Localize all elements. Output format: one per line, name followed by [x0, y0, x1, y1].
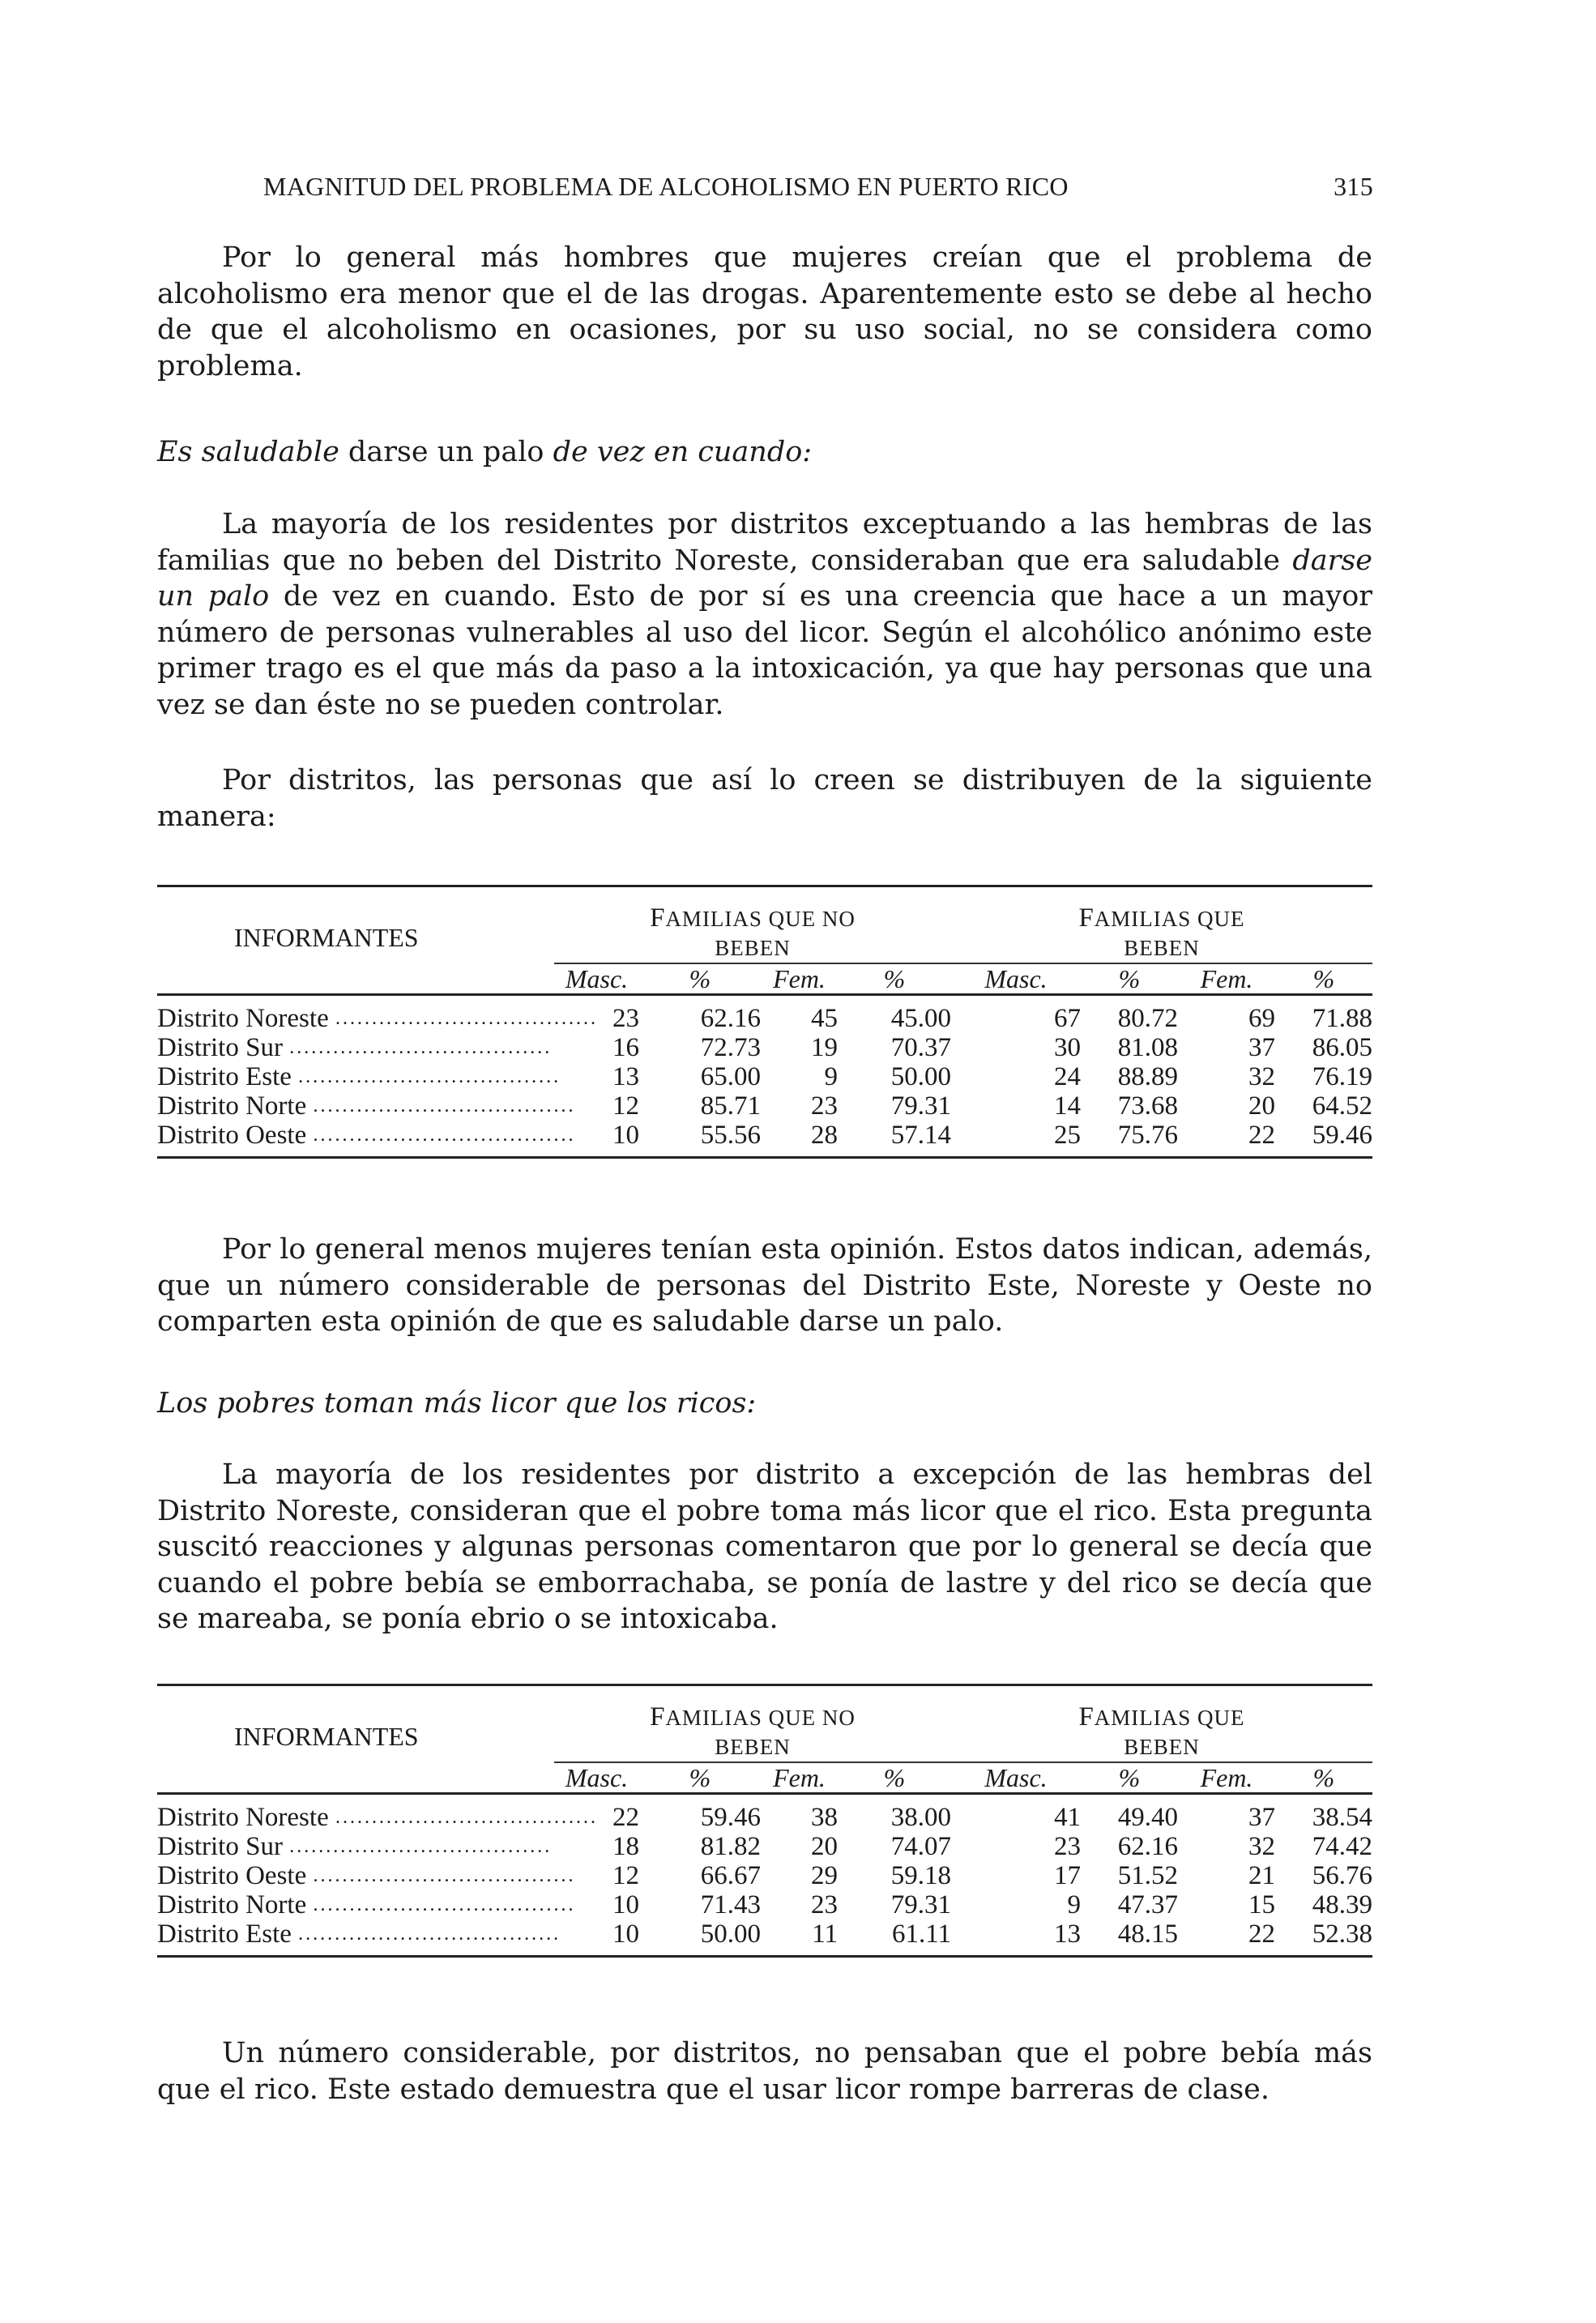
- cell: 81.08: [1117, 1033, 1178, 1062]
- cell: 11: [812, 1919, 838, 1949]
- cell: 79.31: [890, 1091, 951, 1121]
- cell: 9: [824, 1062, 838, 1091]
- cell: 38: [811, 1803, 838, 1832]
- section-heading-2: Los pobres toman más licor que los ricos:: [157, 1387, 757, 1420]
- cell: 57.14: [890, 1121, 951, 1150]
- heading-1-part-a: Es saludable: [157, 436, 339, 468]
- cell: 80.72: [1117, 1004, 1178, 1033]
- group-header-beben-line2: BEBEN: [1124, 936, 1200, 960]
- table-row: Distrito Noreste .................................... 23 62.16 45 45.00 67 80.72 69 71.88: [157, 995, 1372, 1034]
- row-label: Distrito Este: [157, 1919, 292, 1949]
- subheader-pct: %: [639, 963, 761, 995]
- paragraph-5-block: [157, 1457, 1372, 1638]
- paragraph-3: Por distritos, las personas que así lo creen se distribuyen de la siguiente manera:: [157, 764, 1372, 833]
- cell: 21: [1248, 1861, 1275, 1890]
- row-label: Distrito Oeste: [157, 1861, 307, 1890]
- paragraph-6: Un número considerable, por distritos, no pensaban que el pobre bebía más que el rico. Este estado demuestra que el usar licor rompe barreras de clase.: [157, 2037, 1372, 2106]
- cell: 66.67: [700, 1861, 761, 1890]
- cell: 81.82: [700, 1832, 761, 1861]
- cell: 56.76: [1312, 1861, 1372, 1890]
- paragraph-2-part-c: de vez en cuando. Esto de por sí es una creencia que hace a un mayor número de personas vulnerables al uso del licor. Según el alcohólico anónimo este primer trago es el que más da paso a la intoxicación, ya que hay personas que una vez se dan éste no se pueden controlar.: [157, 580, 1372, 721]
- cell: 37: [1248, 1033, 1275, 1062]
- row-label: Distrito Noreste: [157, 1803, 329, 1832]
- informantes-header: INFORMANTES: [234, 1722, 419, 1751]
- subheader-masc: Masc.: [951, 1762, 1081, 1794]
- table-2: [157, 1684, 1372, 1958]
- subheader-pct: %: [1081, 1762, 1178, 1794]
- cell: 22: [612, 1803, 639, 1832]
- subheader-pct: %: [1081, 963, 1178, 995]
- paragraph-1: Por lo general más hombres que mujeres creían que el problema de alcoholismo era menor que el de las drogas. Aparentemente esto se debe al hecho de que el alcoholismo en ocasiones, por su uso social, no se considera como problema.: [157, 241, 1372, 382]
- subheader-pct: %: [1275, 963, 1372, 995]
- cell: 62.16: [1117, 1832, 1178, 1861]
- cell: 28: [811, 1121, 838, 1150]
- group-header-beben: FAMILIAS QUE: [1078, 903, 1245, 933]
- cell: 52.38: [1312, 1919, 1372, 1949]
- cell: 32: [1248, 1832, 1275, 1861]
- cell: 75.76: [1117, 1121, 1178, 1150]
- cell: 19: [811, 1033, 838, 1062]
- subheader-pct: %: [838, 1762, 951, 1794]
- heading-1-block: [157, 434, 1372, 470]
- cell: 10: [612, 1121, 639, 1150]
- cell: 59.46: [1312, 1121, 1372, 1150]
- paragraph-2-block: [157, 506, 1372, 723]
- cell: 74.42: [1312, 1832, 1372, 1861]
- cell: 50.00: [890, 1062, 951, 1091]
- paragraph-2-part-a: La mayoría de los residentes por distritos exceptuando a las hembras de las familias que no beben del Distrito Noreste, consideraban que era saludable: [157, 508, 1372, 577]
- cell: 49.40: [1117, 1803, 1178, 1832]
- cell: 65.00: [700, 1062, 761, 1091]
- cell: 64.52: [1312, 1091, 1372, 1121]
- table-2-grid: [157, 1684, 1372, 1958]
- cell: 22: [1248, 1919, 1275, 1949]
- cell: 48.15: [1117, 1919, 1178, 1949]
- cell: 23: [811, 1091, 838, 1121]
- cell: 20: [1248, 1091, 1275, 1121]
- heading-1-part-b: darse un palo: [339, 436, 553, 468]
- cell: 88.89: [1117, 1062, 1178, 1091]
- cell: 18: [612, 1832, 639, 1861]
- cell: 15: [1248, 1890, 1275, 1919]
- table-row: Distrito Norte .................................... 12 85.71 23 79.31 14 73.68 20 64.52: [157, 1091, 1372, 1121]
- paragraph-2: [157, 506, 1372, 723]
- subheader-fem: Fem.: [1178, 963, 1275, 995]
- cell: 29: [811, 1861, 838, 1890]
- cell: 22: [1248, 1121, 1275, 1150]
- section-heading-1: [157, 434, 1372, 470]
- table-row: Distrito Este .................................... 13 65.00 9 50.00 24 88.89 32 76.19: [157, 1062, 1372, 1091]
- cell: 10: [612, 1919, 639, 1949]
- table-row: Distrito Sur .................................... 16 72.73 19 70.37 30 81.08 37 86.05: [157, 1033, 1372, 1062]
- cell: 73.68: [1117, 1091, 1178, 1121]
- row-label: Distrito Noreste: [157, 1004, 329, 1033]
- group-header-beben: FAMILIAS QUE: [1078, 1702, 1245, 1732]
- subheader-fem: Fem.: [761, 1762, 838, 1794]
- row-label: Distrito Norte: [157, 1091, 307, 1121]
- heading-2-block: [157, 1386, 1372, 1421]
- cell: 32: [1248, 1062, 1275, 1091]
- cell: 10: [612, 1890, 639, 1919]
- cell: 74.07: [890, 1832, 951, 1861]
- subheader-pct: %: [639, 1762, 761, 1794]
- row-label: Distrito Sur: [157, 1033, 283, 1062]
- cell: 13: [1054, 1919, 1081, 1949]
- cell: 86.05: [1312, 1033, 1372, 1062]
- paragraph-4-block: [157, 1232, 1372, 1340]
- cell: 71.43: [700, 1890, 761, 1919]
- table-1-grid: [157, 885, 1372, 1159]
- cell: 12: [612, 1091, 639, 1121]
- cell: 70.37: [890, 1033, 951, 1062]
- group-header-no-beben: FAMILIAS QUE NO: [650, 903, 856, 933]
- table-row: Distrito Sur .................................... 18 81.82 20 74.07 23 62.16 32 74.42: [157, 1832, 1372, 1861]
- cell: 79.31: [890, 1890, 951, 1919]
- row-label: Distrito Este: [157, 1062, 292, 1091]
- cell: 37: [1248, 1803, 1275, 1832]
- informantes-header: INFORMANTES: [234, 923, 419, 952]
- row-label: Distrito Norte: [157, 1890, 307, 1919]
- cell: 48.39: [1312, 1890, 1372, 1919]
- cell: 41: [1054, 1803, 1081, 1832]
- paragraph-2-italic: darse un palo: [157, 544, 1372, 613]
- cell: 55.56: [700, 1121, 761, 1150]
- cell: 9: [1067, 1890, 1081, 1919]
- cell: 23: [1054, 1832, 1081, 1861]
- cell: 23: [612, 1004, 639, 1033]
- cell: 45.00: [890, 1004, 951, 1033]
- cell: 17: [1054, 1861, 1081, 1890]
- cell: 38.54: [1312, 1803, 1372, 1832]
- subheader-masc: Masc.: [951, 963, 1081, 995]
- page-number: 315: [1334, 172, 1373, 201]
- cell: 61.11: [891, 1919, 951, 1949]
- cell: 24: [1054, 1062, 1081, 1091]
- paragraph-1-block: [157, 240, 1372, 384]
- cell: 38.00: [890, 1803, 951, 1832]
- cell: 72.73: [700, 1033, 761, 1062]
- header-title: MAGNITUD DEL PROBLEMA DE ALCOHOLISMO EN PUERTO RICO: [263, 172, 1069, 201]
- table-1: [157, 885, 1372, 1159]
- cell: 45: [811, 1004, 838, 1033]
- cell: 47.37: [1117, 1890, 1178, 1919]
- subheader-masc: Masc.: [554, 963, 639, 995]
- subheader-pct: %: [838, 963, 951, 995]
- cell: 51.52: [1117, 1861, 1178, 1890]
- subheader-masc: Masc.: [554, 1762, 639, 1794]
- table-row: Distrito Este .................................... 10 50.00 11 61.11 13 48.15 22 52.38: [157, 1919, 1372, 1957]
- group-header-no-beben-line2: BEBEN: [715, 936, 791, 960]
- table-row: Distrito Oeste .................................... 12 66.67 29 59.18 17 51.52 21 56.76: [157, 1861, 1372, 1890]
- row-label: Distrito Sur: [157, 1832, 283, 1861]
- cell: 62.16: [700, 1004, 761, 1033]
- group-header-no-beben: FAMILIAS QUE NO: [650, 1702, 856, 1732]
- cell: 16: [612, 1033, 639, 1062]
- group-header-beben-line2: BEBEN: [1124, 1735, 1200, 1759]
- paragraph-3-block: [157, 762, 1372, 835]
- cell: 71.88: [1312, 1004, 1372, 1033]
- cell: 25: [1054, 1121, 1081, 1150]
- cell: 76.19: [1312, 1062, 1372, 1091]
- row-label: Distrito Oeste: [157, 1121, 307, 1150]
- cell: 59.46: [700, 1803, 761, 1832]
- table-row: Distrito Oeste .................................... 10 55.56 28 57.14 25 75.76 22 59.46: [157, 1121, 1372, 1158]
- paragraph-6-block: [157, 2035, 1372, 2107]
- cell: 14: [1054, 1091, 1081, 1121]
- table-row: Distrito Norte .................................... 10 71.43 23 79.31 9 47.37 15 48.39: [157, 1890, 1372, 1919]
- subheader-fem: Fem.: [761, 963, 838, 995]
- cell: 23: [811, 1890, 838, 1919]
- subheader-fem: Fem.: [1178, 1762, 1275, 1794]
- cell: 12: [612, 1861, 639, 1890]
- subheader-pct: %: [1275, 1762, 1372, 1794]
- cell: 69: [1248, 1004, 1275, 1033]
- cell: 30: [1054, 1033, 1081, 1062]
- cell: 13: [612, 1062, 639, 1091]
- cell: 20: [811, 1832, 838, 1861]
- cell: 67: [1054, 1004, 1081, 1033]
- cell: 85.71: [700, 1091, 761, 1121]
- cell: 59.18: [890, 1861, 951, 1890]
- heading-1-part-c: de vez en cuando:: [553, 436, 813, 468]
- group-header-no-beben-line2: BEBEN: [715, 1735, 791, 1759]
- paragraph-4: Por lo general menos mujeres tenían esta opinión. Estos datos indican, además, que un número considerable de personas del Distrito Este, Noreste y Oeste no comparten esta opinión de que es saludable darse un palo.: [157, 1233, 1372, 1338]
- table-row: Distrito Noreste .................................... 22 59.46 38 38.00 41 49.40 37 38.54: [157, 1794, 1372, 1833]
- cell: 50.00: [700, 1919, 761, 1949]
- paragraph-5: La mayoría de los residentes por distrito a excepción de las hembras del Distrito Noreste, consideran que el pobre toma más licor que el rico. Esta pregunta suscitó reacciones y algunas personas comentaron que por lo general se decía que cuando el pobre bebía se emborrachaba, se ponía de lastre y del rico se decía que se mareaba, se ponía ebrio o se intoxicaba.: [157, 1458, 1372, 1635]
